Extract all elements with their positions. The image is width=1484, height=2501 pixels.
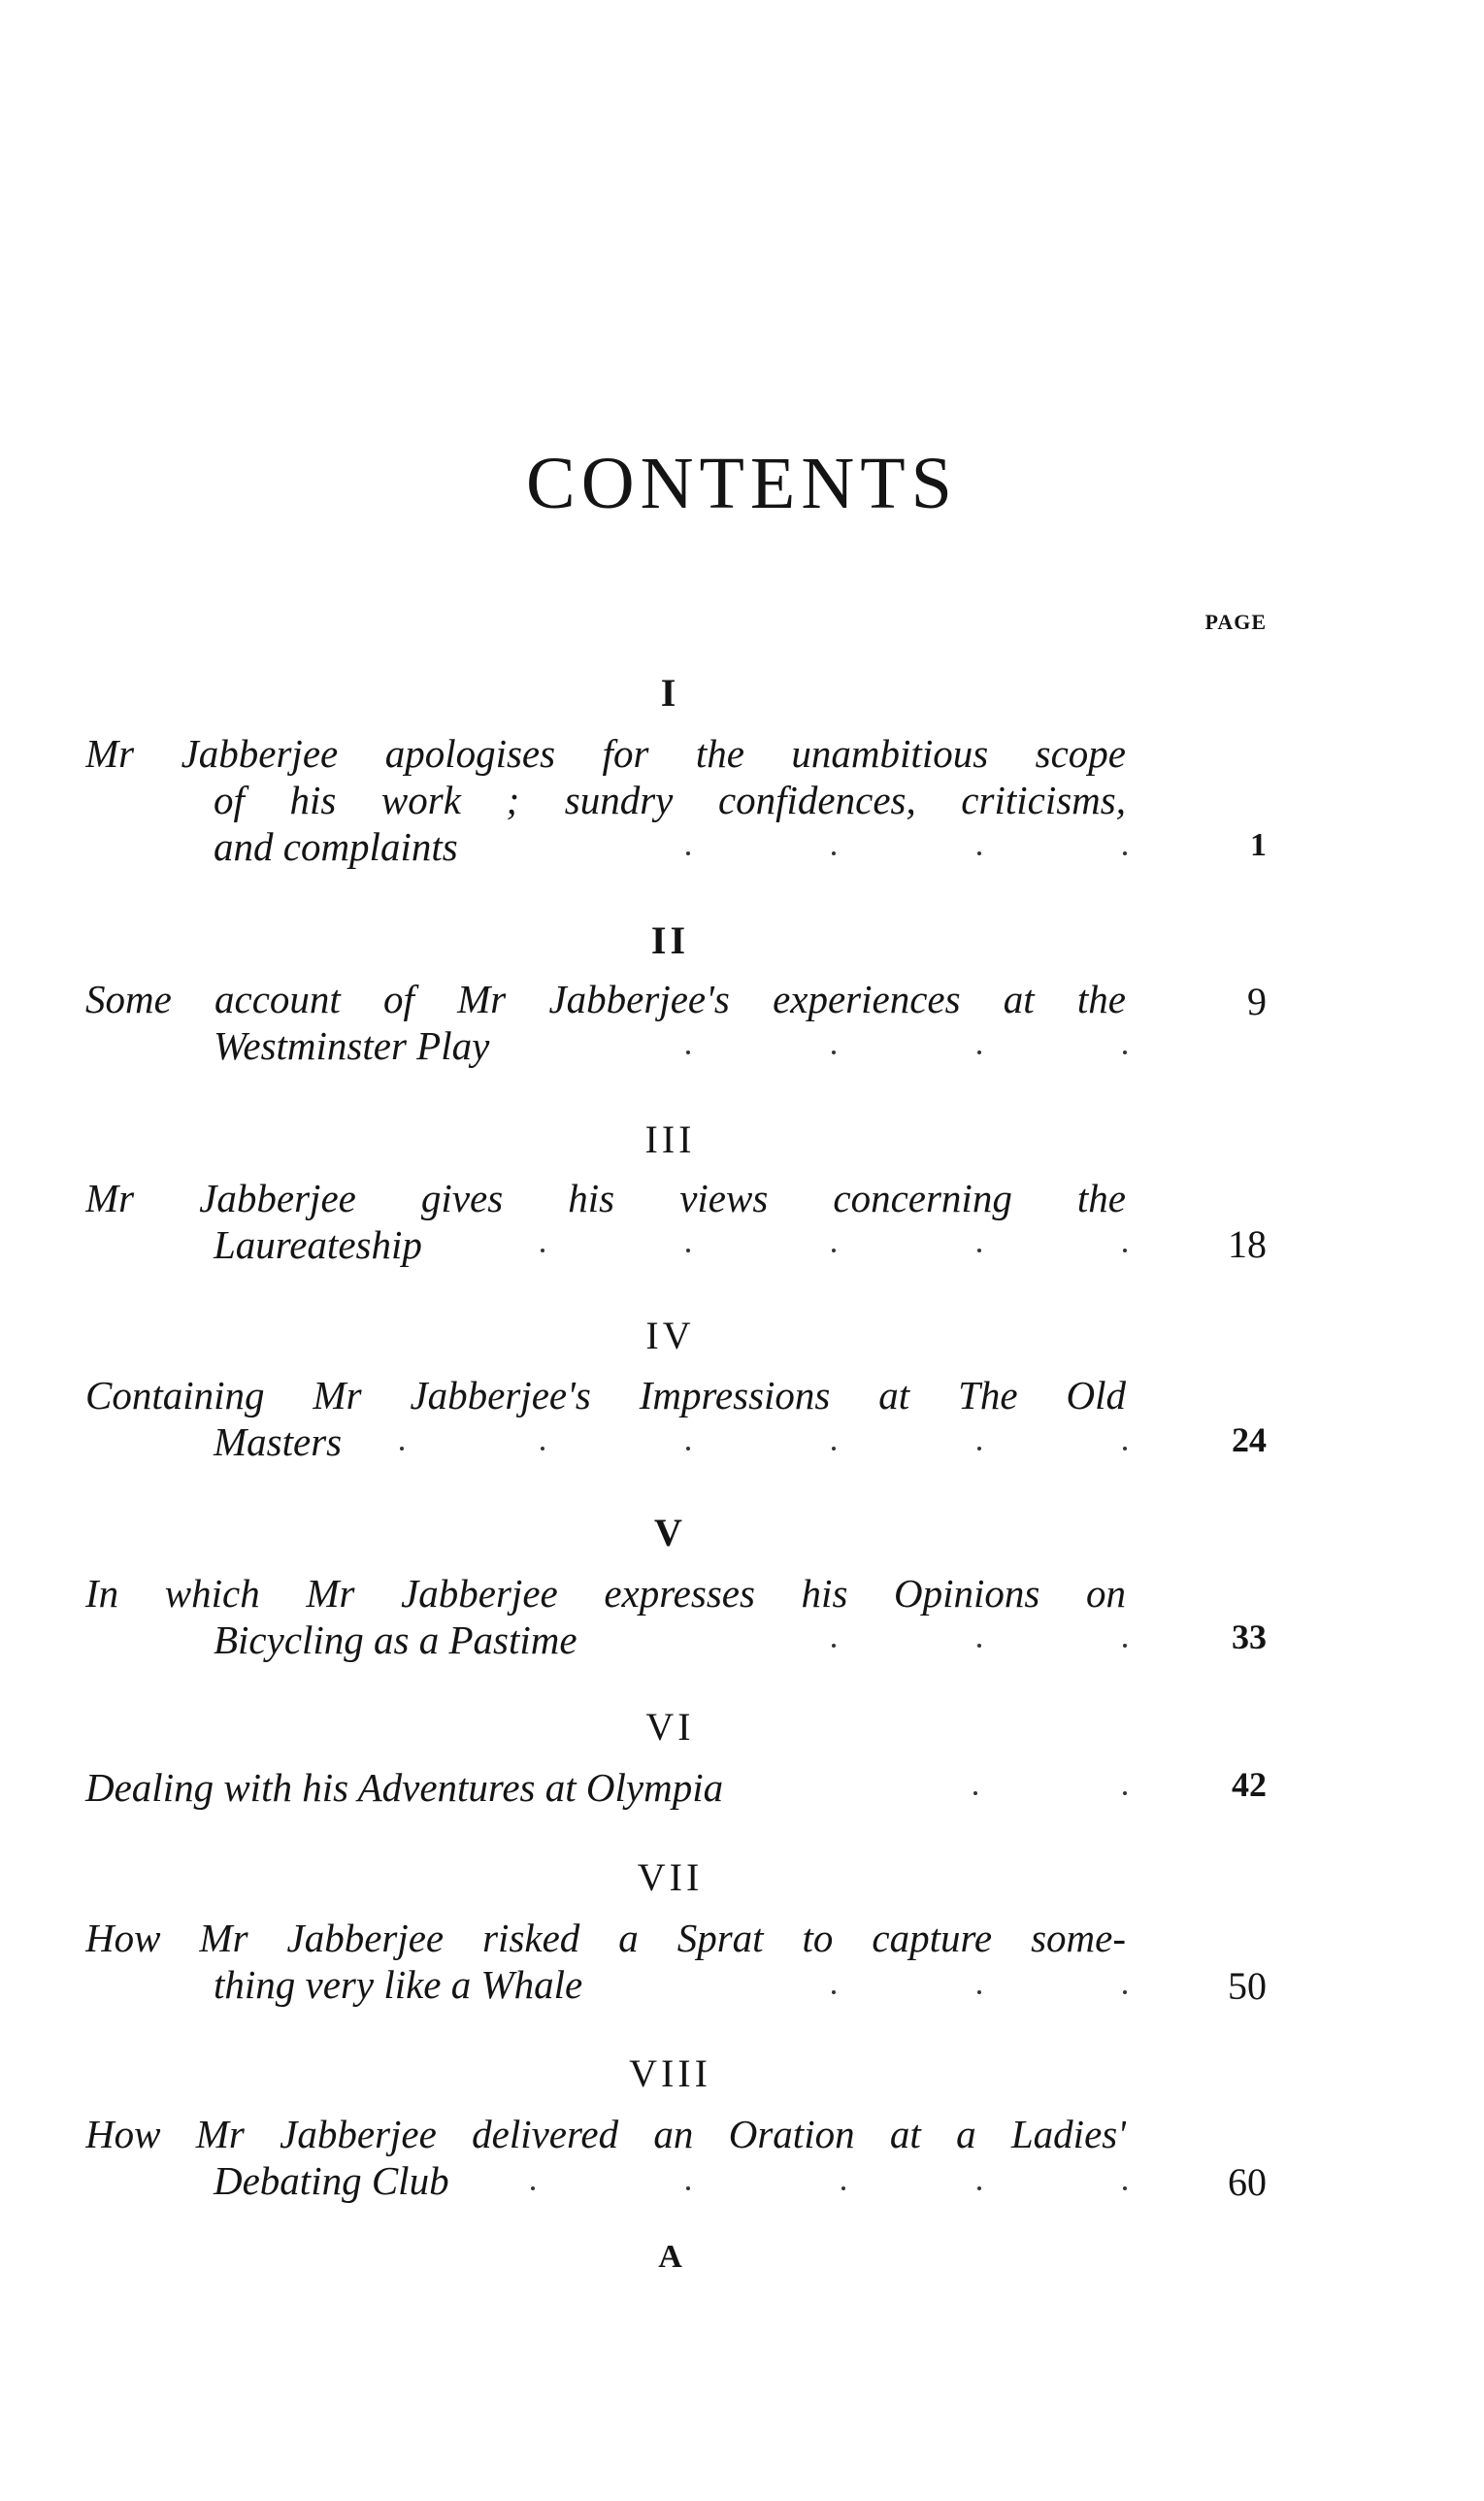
leader-dot — [973, 1791, 977, 1795]
chapter-number: IV — [645, 1314, 695, 1357]
leader-dot — [977, 1050, 981, 1054]
leader-dot — [541, 1249, 544, 1252]
chapter-number: I — [660, 671, 680, 715]
leader-dot — [832, 1644, 836, 1648]
entry-title-line: Dealing with his Adventures at Olympia — [85, 1765, 724, 1810]
leader-dot — [841, 2186, 845, 2190]
leader-dot — [1123, 2186, 1127, 2190]
contents-entry — [85, 1764, 1126, 1811]
entry-title-line: Mr Jabberjee apologises for the unambitious scope — [85, 731, 1126, 776]
entry-title-line: Mr Jabberjee gives his views concerning the — [85, 1176, 1126, 1220]
leader-dot — [977, 1990, 981, 1994]
leader-dot — [1123, 1791, 1127, 1795]
entry-title-line: Debating Club — [214, 2158, 449, 2203]
entry-title-line: Some account of Mr Jabberjee's experiences at the — [85, 977, 1126, 1021]
contents-entry — [85, 2111, 1126, 2204]
leader-dot — [686, 1447, 690, 1451]
entry-page-number: 24 — [1232, 1420, 1267, 1459]
leader-dot — [832, 1990, 836, 1994]
leader-dot — [977, 851, 981, 855]
entry-title-line: Masters — [214, 1419, 343, 1464]
leader-dot — [977, 1447, 981, 1451]
entry-page-number: 1 — [1250, 827, 1267, 863]
entry-title-line: How Mr Jabberjee risked a Sprat to capture some- — [85, 1916, 1126, 1960]
leader-dot — [686, 851, 690, 855]
leader-dot — [1123, 851, 1127, 855]
leader-dot — [977, 1249, 981, 1252]
chapter-number: VII — [637, 1855, 704, 1899]
chapter-number: VI — [645, 1705, 695, 1749]
leader-dot — [832, 1050, 836, 1054]
leader-dot — [832, 1447, 836, 1451]
entry-title-line: How Mr Jabberjee delivered an Oration at a Ladies' — [85, 2112, 1126, 2156]
leader-dot — [832, 851, 836, 855]
entry-page-number: 42 — [1232, 1765, 1267, 1804]
entry-page-number: 18 — [1228, 1222, 1267, 1266]
leader-dot — [832, 1249, 836, 1252]
contents-entry — [85, 976, 1126, 1069]
leader-dot — [977, 2186, 981, 2190]
leader-dot — [686, 2186, 690, 2190]
leader-dot — [1123, 1050, 1127, 1054]
entry-title-line: Containing Mr Jabberjee's Impressions at The Old — [85, 1373, 1126, 1417]
contents-entry — [85, 730, 1126, 870]
entry-page-number: 33 — [1232, 1617, 1267, 1656]
entry-page-number: 60 — [1228, 2160, 1267, 2204]
leader-dot — [686, 1050, 690, 1054]
entry-title-line: of his work ; sundry confidences, criticisms, — [214, 778, 1126, 822]
page-column-label: PAGE — [1204, 610, 1267, 634]
entry-title-line: and complaints — [214, 824, 458, 869]
leader-dot — [1123, 1249, 1127, 1252]
leader-dot — [1123, 1990, 1127, 1994]
chapter-number: V — [654, 1511, 686, 1554]
chapter-number: III — [644, 1117, 696, 1161]
leader-dot — [977, 1644, 981, 1648]
entry-title-line: Bicycling as a Pastime — [214, 1617, 577, 1662]
leader-dot — [1123, 1644, 1127, 1648]
contents-entry — [85, 1372, 1126, 1465]
contents-entry — [85, 1915, 1126, 2008]
page-title: CONTENTS — [526, 443, 958, 524]
entry-title-line: Laureateship — [214, 1222, 422, 1267]
leader-dot — [531, 2186, 535, 2190]
chapter-number: II — [650, 918, 690, 962]
entry-title-line: In which Mr Jabberjee expresses his Opinions on — [85, 1571, 1126, 1616]
contents-entry — [85, 1570, 1126, 1663]
leader-dot — [686, 1249, 690, 1252]
leader-dot — [1123, 1447, 1127, 1451]
entry-title-line: thing very like a Whale — [214, 1962, 583, 2007]
entry-page-number: 50 — [1228, 1964, 1267, 2008]
leader-dot — [400, 1447, 404, 1451]
contents-entry — [85, 1175, 1126, 1268]
entry-title-line: Westminster Play — [214, 1023, 490, 1068]
signature-mark: A — [658, 2239, 682, 2275]
entry-page-number: 9 — [1247, 980, 1267, 1023]
chapter-number: VIII — [629, 2051, 711, 2095]
leader-dot — [541, 1447, 544, 1451]
